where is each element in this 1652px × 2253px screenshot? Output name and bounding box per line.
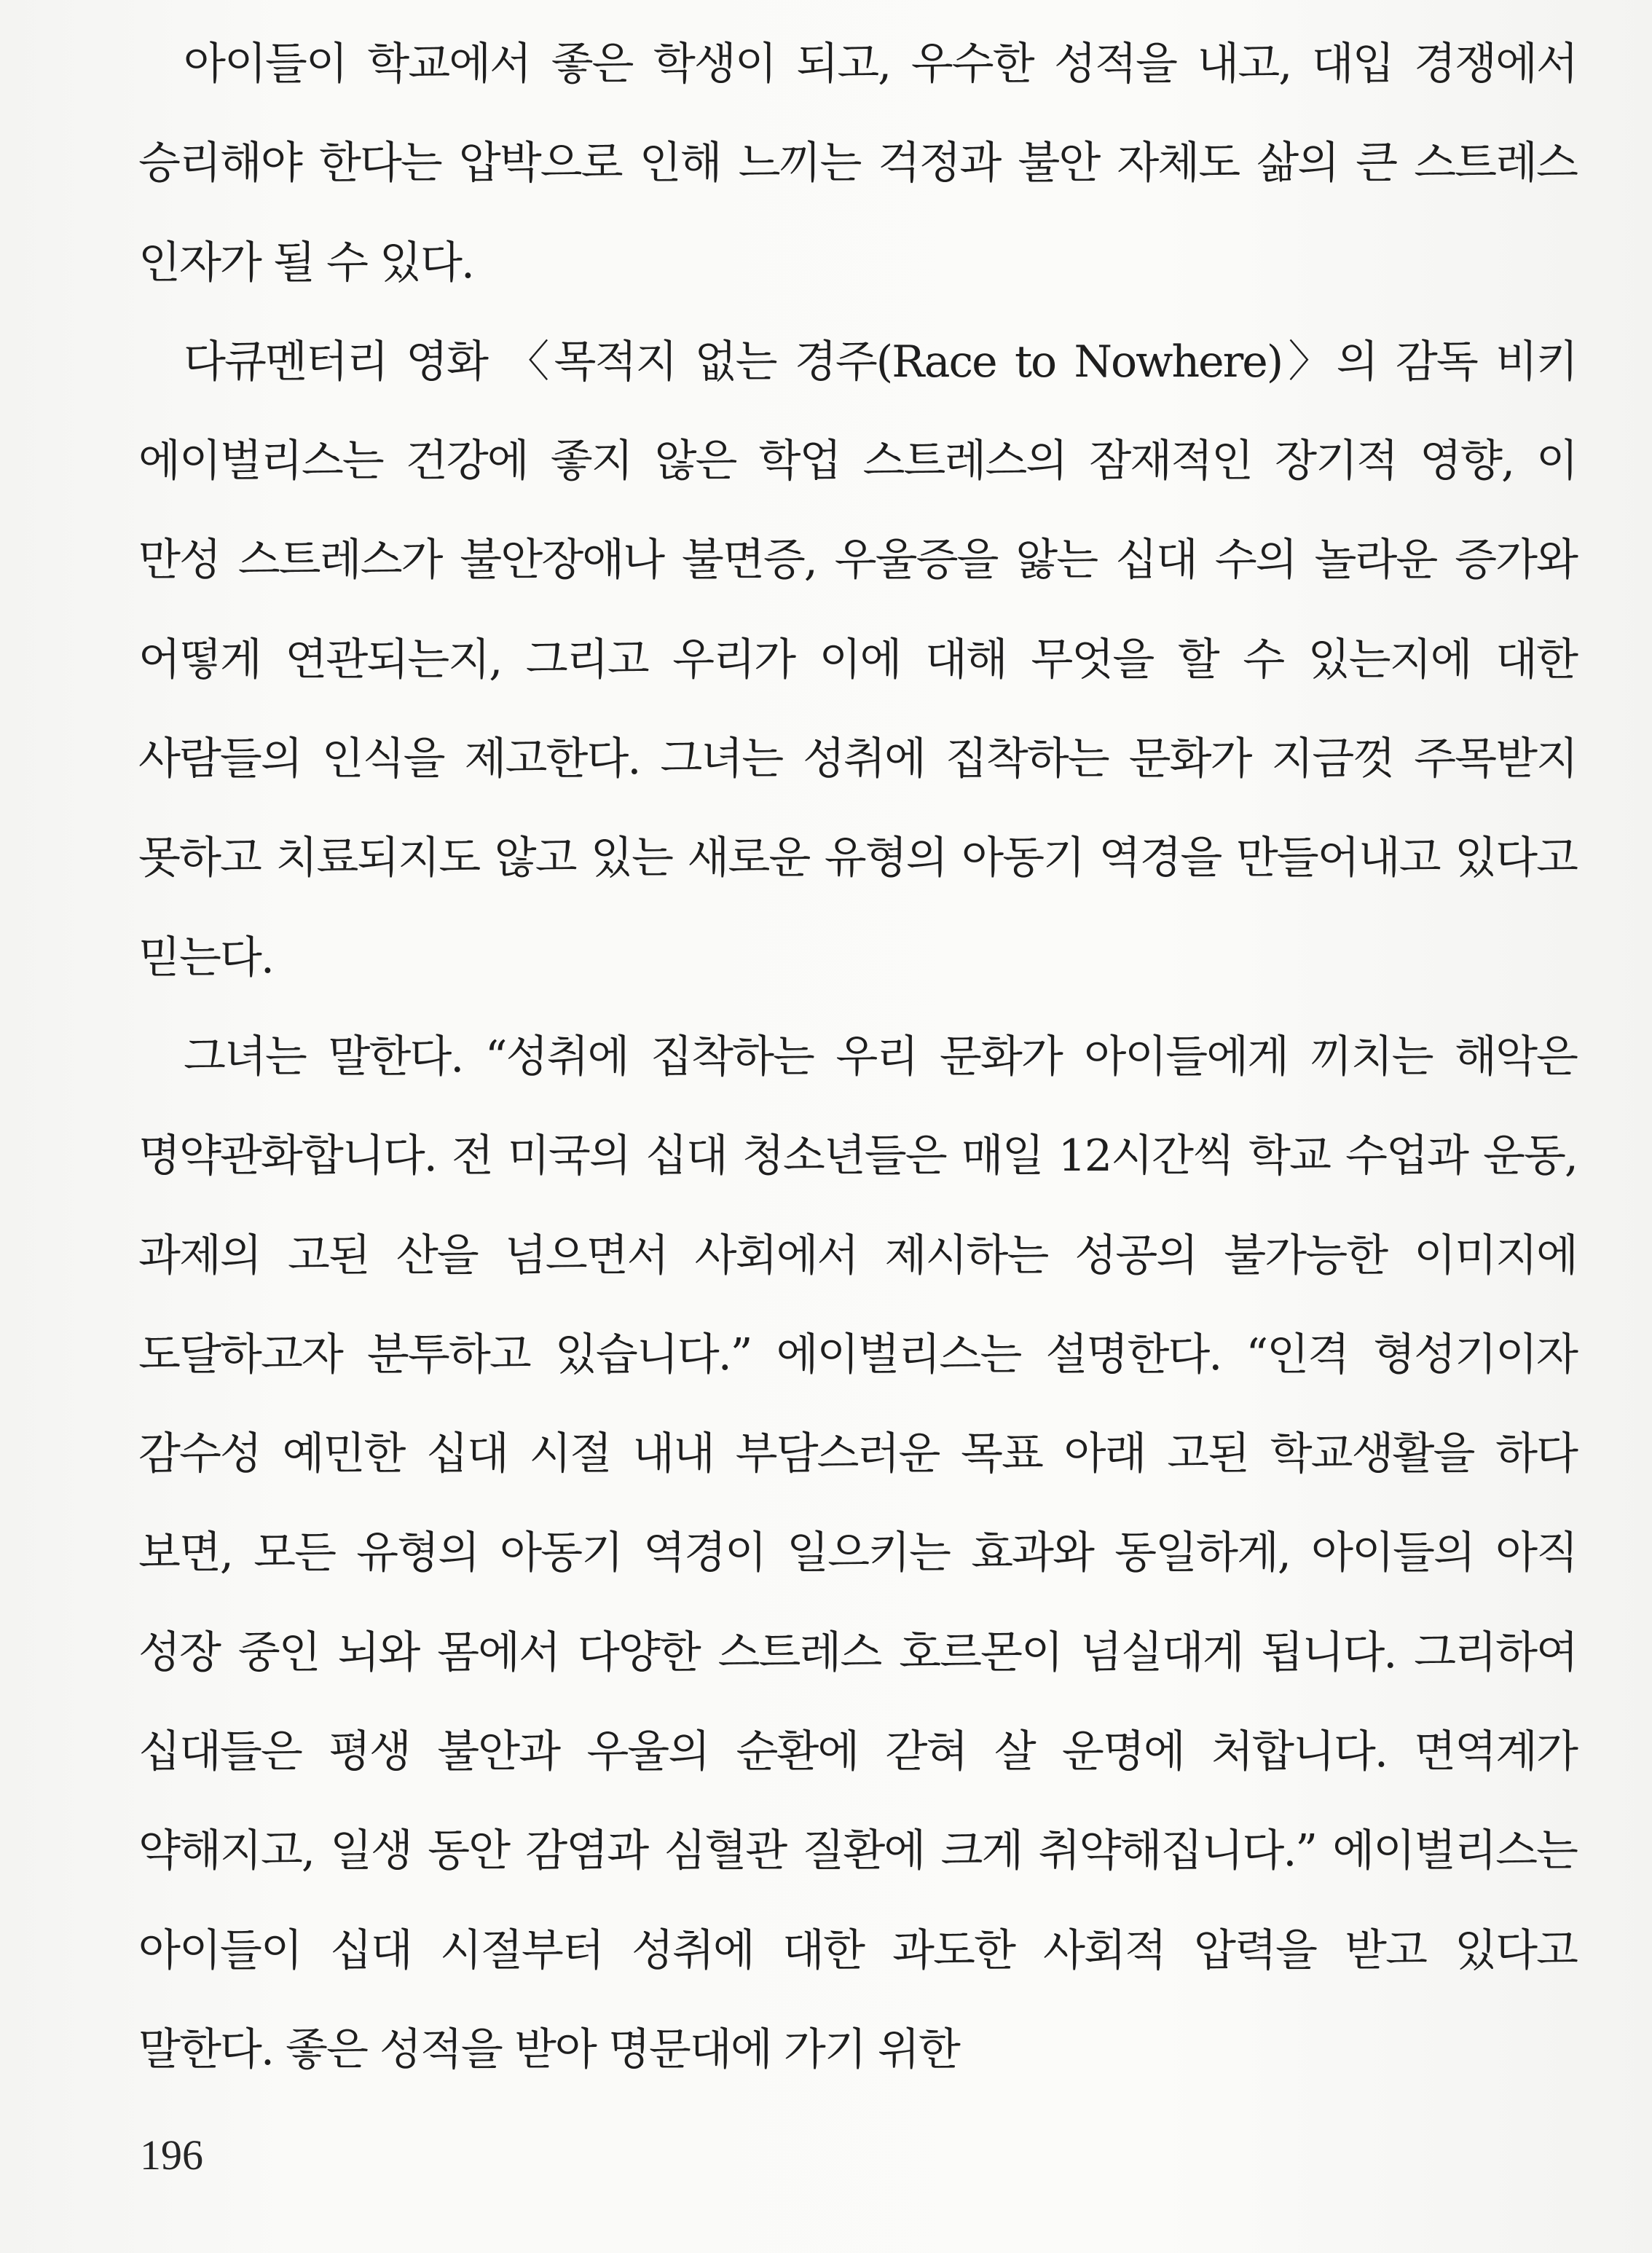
page-number: 196 xyxy=(140,2131,203,2179)
body-text xyxy=(138,15,1577,2099)
paragraph-3: 그녀는 말한다. “성취에 집착하는 우리 문화가 아이들에게 끼치는 해악은 명약관화합니다. 전 미국의 십대 청소년들은 매일 12시간씩 학교 수업과 운동, 과제의 고된 산을 넘으면서 사회에서 제시하는 성공의 불가능한 이미지에 도달하고자 분투하고 있습니다.” 에이벌리스는 설명한다. “인격 형성기이자 감수성 예민한 십대 시절 내내 부담스러운 목표 아래 고된 학교생활을 하다 보면, 모든 유형의 아동기 역경이 일으키는 효과와 동일하게, 아이들의 아직 성장 중인 뇌와 몸에서 다양한 스트레스 호르몬이 넘실대게 됩니다. 그리하여 십대들은 평생 불안과 우울의 순환에 갇혀 살 운명에 처합니다. 면역계가 약해지고, 일생 동안 감염과 심혈관 질환에 크게 취약해집니다.” 에이벌리스는 아이들이 십대 시절부터 성취에 대한 과도한 사회적 압력을 받고 있다고 말한다. 좋은 성적을 받아 명문대에 가기 위한 xyxy=(138,1031,1577,2075)
paragraph-2: 다큐멘터리 영화 〈목적지 없는 경주(Race to Nowhere)〉의 감독 비키 에이벌리스는 건강에 좋지 않은 학업 스트레스의 잠재적인 장기적 영향, 이 만성 스트레스가 불안장애나 불면증, 우울증을 앓는 십대 수의 놀라운 증가와 어떻게 연관되는지, 그리고 우리가 이에 대해 무엇을 할 수 있는지에 대한 사람들의 인식을 제고한다. 그녀는 성취에 집착하는 문화가 지금껏 주목받지 못하고 치료되지도 않고 있는 새로운 유형의 아동기 역경을 만들어내고 있다고 믿는다. xyxy=(138,336,1577,983)
paragraph-1: 아이들이 학교에서 좋은 학생이 되고, 우수한 성적을 내고, 대입 경쟁에서 승리해야 한다는 압박으로 인해 느끼는 걱정과 불안 자체도 삶의 큰 스트레스 인자가 될 수 있다. xyxy=(138,39,1577,288)
